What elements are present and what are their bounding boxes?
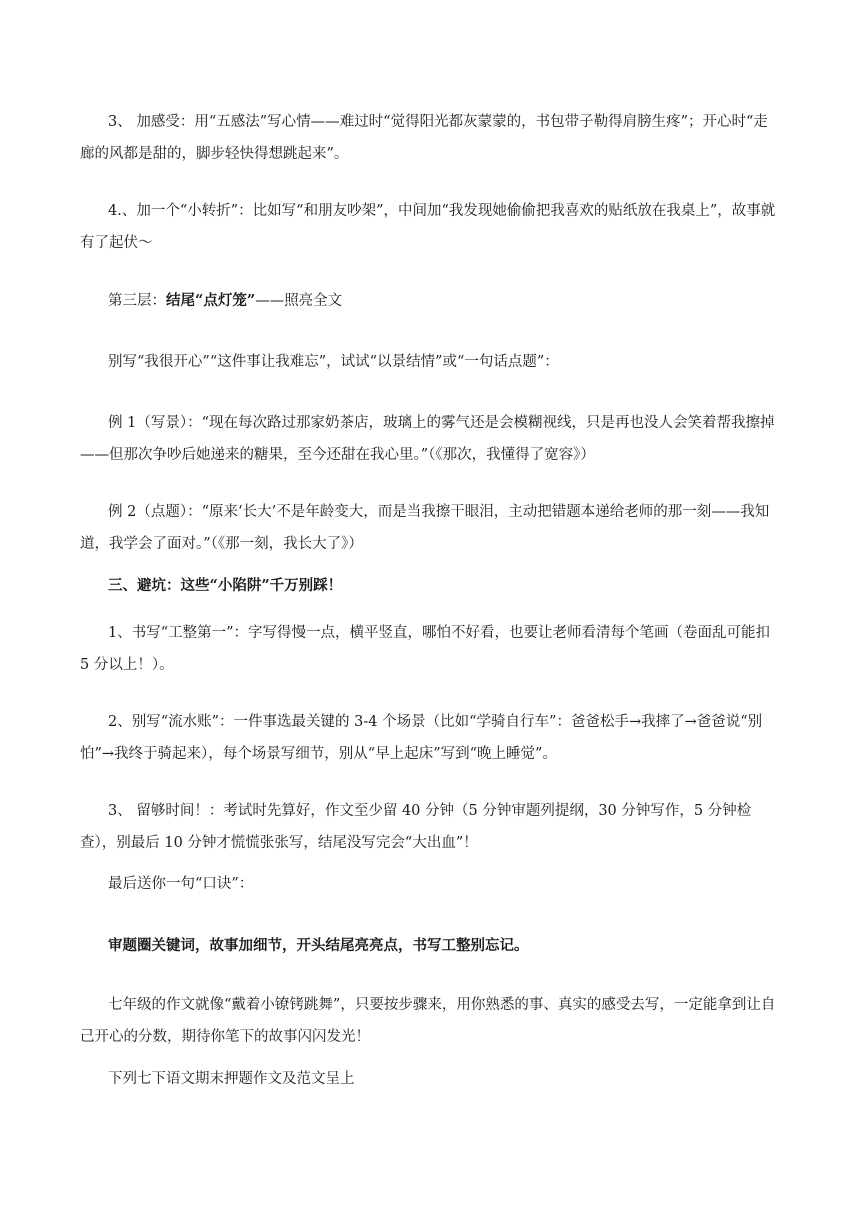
paragraph-motto-intro: 最后送你一句“口诀”： xyxy=(108,876,254,892)
paragraph-conclusion: 七年级的作文就像“戴着小镣铐跳舞”，只要按步骤来，用你熟悉的事、真实的感受去写，一定能拿到让自己开心的分数，期待你笔下的故事闪闪发光！ xyxy=(80,997,776,1045)
paragraph-handwriting: 1、书写“工整第一”：字写得慢一点，横平竖直，哪怕不好看，也要让老师看清每个笔画（卷面乱可能扣 5 分以上！）。 xyxy=(80,625,771,673)
paragraph-five-senses: 3、 加感受：用“五感法”写心情——难过时“觉得阳光都灰蒙蒙的，书包带子勒得肩膀生疼”；开心时“走廊的风都是甜的，脚步轻快得想跳起来”。 xyxy=(80,114,768,162)
section-heading-pitfalls: 三、避坑：这些“小陷阱”千万别踩！ xyxy=(108,577,343,594)
paragraph-level-three-heading xyxy=(108,285,782,317)
paragraph-no-diary: 2、别写“流水账”：一件事选最关键的 3-4 个场景（比如“学骑自行车”：爸爸松手→我摔了→爸爸说“别怕”→我终于骑起来），每个场景写细节，别从“早上起床”写到“晚上睡觉”。 xyxy=(80,714,763,762)
paragraph-twist: 4.、加一个“小转折”：比如写“和朋友吵架”，中间加“我发现她偷偷把我喜欢的贴纸放在我桌上”，故事就有了起伏～ xyxy=(80,203,776,251)
paragraph-example-theme: 例 2（点题）：“原来‘长大’不是年龄变大，而是当我擦干眼泪，主动把错题本递给老师的那一刻——我知道，我学会了面对。”（《那一刻，我长大了》） xyxy=(80,504,770,552)
level-three-bold-title: 结尾“点灯笼” xyxy=(166,292,256,309)
paragraph-ending-tip: 别写“我很开心”“这件事让我难忘”，试试“以景结情”或“一句话点题”： xyxy=(108,354,559,370)
paragraph-next: 下列七下语文期末押题作文及范文呈上 xyxy=(108,1071,355,1087)
paragraph-time: 3、 留够时间！：考试时先算好，作文至少留 40 分钟（5 分钟审题列提纲，30 分钟写作，5 分钟检查），别最后 10 分钟才慌慌张张写，结尾没写完会“大出血”！ xyxy=(80,803,752,851)
level-three-prefix: 第三层： xyxy=(108,293,166,309)
paragraph-example-scenery: 例 1（写景）：“现在每次路过那家奶茶店，玻璃上的雾气还是会模糊视线，只是再也没人会笑着帮我擦掉——但那次争吵后她递来的糖果，至今还甜在我心里。”（《那次，我懂得了宽容》） xyxy=(80,415,775,463)
paragraph-motto: 审题圈关键词，故事加细节，开头结尾亮亮点，书写工整别忘记。 xyxy=(108,937,529,954)
level-three-suffix: ——照亮全文 xyxy=(255,293,343,309)
